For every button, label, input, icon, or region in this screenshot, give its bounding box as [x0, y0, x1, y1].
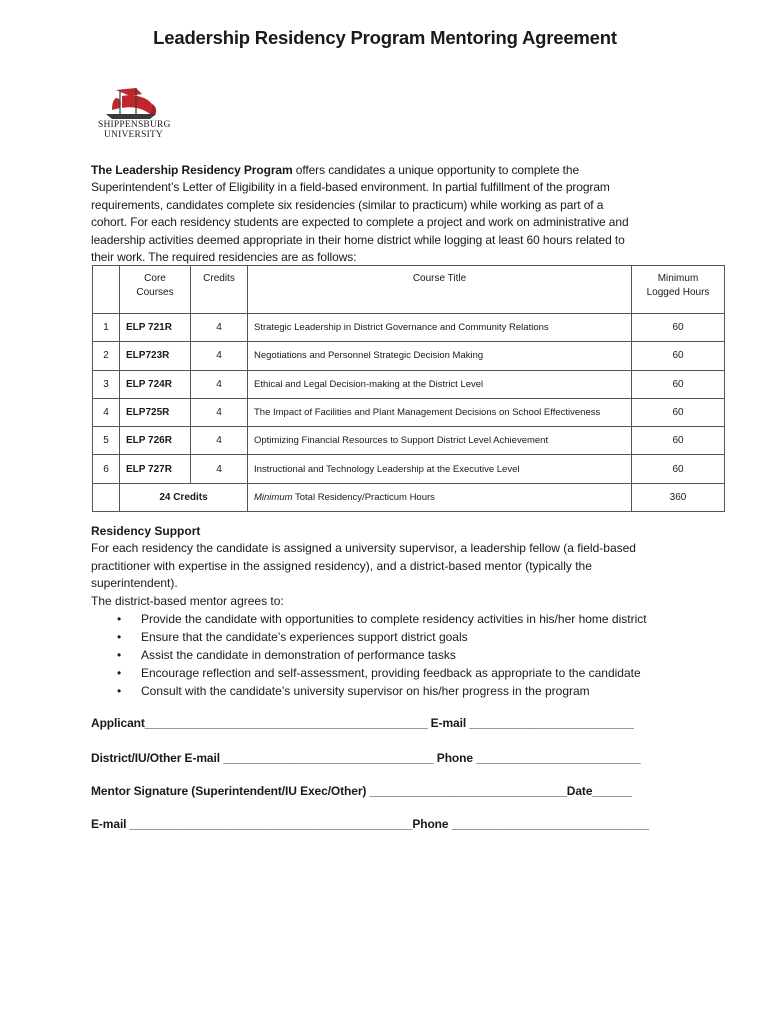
duty-text: Provide the candidate with opportunities to complete residency activities in his/her home district: [141, 612, 647, 627]
total-row-number: [93, 483, 120, 511]
row-credits: 4: [191, 370, 248, 398]
header-credits: Credits: [191, 266, 248, 314]
row-hours: 60: [632, 314, 725, 342]
bullet-icon: •: [117, 630, 122, 645]
duty-text: Assist the candidate in demonstration of performance tasks: [141, 648, 456, 663]
mentor-intro: The district-based mentor agrees to:: [91, 593, 284, 608]
row-course: ELP 724R: [120, 370, 191, 398]
intro-line: leadership activities deemed appropriate in their home district while logging at least 60 hours related to: [91, 232, 625, 247]
total-title-text: Total Residency/Practicum Hours: [292, 491, 435, 503]
logo-wordmark: [98, 121, 178, 140]
row-number: 6: [93, 455, 120, 483]
intro-line: Superintendent’s Letter of Eligibility in a field-based environment. In partial fulfillment of the program: [91, 180, 610, 195]
table-row: [93, 370, 725, 398]
row-number: 5: [93, 427, 120, 455]
table-row: [93, 398, 725, 426]
duty-text: Consult with the candidate’s university supervisor on his/her progress in the program: [141, 684, 590, 699]
row-hours: 60: [632, 427, 725, 455]
mentor-email-phone-field[interactable]: E-mail ___________________________________________Phone ______________________________: [91, 817, 649, 831]
applicant-field[interactable]: Applicant___________________________________________ E-mail _________________________: [91, 716, 634, 730]
row-hours: 60: [632, 370, 725, 398]
header-min-hours: Minimum Logged Hours: [632, 266, 725, 314]
row-course: ELP 721R: [120, 314, 191, 342]
intro-line: requirements, candidates complete six residencies (similar to practicum) while working as part of a: [91, 197, 604, 212]
support-paragraph: [91, 540, 691, 592]
support-heading: Residency Support: [91, 524, 201, 538]
table-row: [93, 427, 725, 455]
row-number: 3: [93, 370, 120, 398]
bullet-icon: •: [117, 666, 122, 681]
row-title: Negotiations and Personnel Strategic Decision Making: [248, 342, 632, 370]
bullet-icon: •: [117, 612, 122, 627]
row-course: ELP723R: [120, 342, 191, 370]
table-header-row: [93, 266, 725, 314]
district-email-field[interactable]: District/IU/Other E-mail ________________________________ Phone _________________________: [91, 751, 641, 765]
header-row-number: [93, 266, 120, 314]
row-number: 4: [93, 398, 120, 426]
support-line: superintendent).: [91, 576, 178, 591]
row-hours: 60: [632, 455, 725, 483]
list-item: [117, 610, 691, 628]
row-hours: 60: [632, 398, 725, 426]
row-title: Optimizing Financial Resources to Support District Level Achievement: [248, 427, 632, 455]
total-credits: 24 Credits: [120, 483, 248, 511]
document-title: Leadership Residency Program Mentoring Agreement: [153, 27, 617, 48]
row-course: ELP 727R: [120, 455, 191, 483]
logo-text-line1: SHIPPENSBURG: [98, 120, 171, 130]
row-course: ELP 726R: [120, 427, 191, 455]
total-title-emphasis: Minimum: [254, 491, 293, 503]
intro-line: cohort. For each residency students are expected to complete a project and work on administrative and: [91, 215, 629, 230]
bullet-icon: •: [117, 648, 122, 663]
row-credits: 4: [191, 342, 248, 370]
table-row: [93, 342, 725, 370]
intro-line: offers candidates a unique opportunity to complete the: [292, 163, 580, 177]
row-title: Ethical and Legal Decision-making at the District Level: [248, 370, 632, 398]
row-course: ELP725R: [120, 398, 191, 426]
row-credits: 4: [191, 427, 248, 455]
header-core-courses: Core Courses: [120, 266, 191, 314]
support-line: practitioner with expertise in the assigned residency), and a district-based mentor (typically the: [91, 558, 592, 573]
list-item: [117, 682, 691, 700]
row-title: Instructional and Technology Leadership at the Executive Level: [248, 455, 632, 483]
row-number: 2: [93, 342, 120, 370]
row-number: 1: [93, 314, 120, 342]
row-hours: 60: [632, 342, 725, 370]
total-hours: 360: [632, 483, 725, 511]
residency-support-section: [91, 523, 691, 700]
intro-lead: The Leadership Residency Program: [91, 163, 293, 177]
support-line: For each residency the candidate is assigned a university supervisor, a leadership fellow (a field-based: [91, 541, 636, 556]
header-course-title: Course Title: [248, 266, 632, 314]
table-row: [93, 314, 725, 342]
row-title: The Impact of Facilities and Plant Management Decisions on School Effectiveness: [248, 398, 632, 426]
table-row: [93, 455, 725, 483]
row-credits: 4: [191, 398, 248, 426]
residency-table: [92, 265, 725, 512]
logo-text-line2: UNIVERSITY: [104, 129, 163, 140]
mentor-signature-field[interactable]: Mentor Signature (Superintendent/IU Exec/Other) ______________________________Date______: [91, 784, 632, 798]
row-credits: 4: [191, 455, 248, 483]
intro-paragraph: [91, 162, 691, 266]
bullet-icon: •: [117, 684, 122, 699]
intro-line: their work. The required residencies are as follows:: [91, 250, 357, 265]
list-item: [117, 628, 691, 646]
row-credits: 4: [191, 314, 248, 342]
mentor-duties-list: [91, 610, 691, 700]
row-title: Strategic Leadership in District Governance and Community Relations: [248, 314, 632, 342]
list-item: [117, 646, 691, 664]
list-item: [117, 664, 691, 682]
table-total-row: [93, 483, 725, 511]
duty-text: Ensure that the candidate’s experiences support district goals: [141, 630, 468, 645]
total-title: [248, 483, 632, 511]
duty-text: Encourage reflection and self-assessment, providing feedback as appropriate to the candidate: [141, 666, 641, 681]
